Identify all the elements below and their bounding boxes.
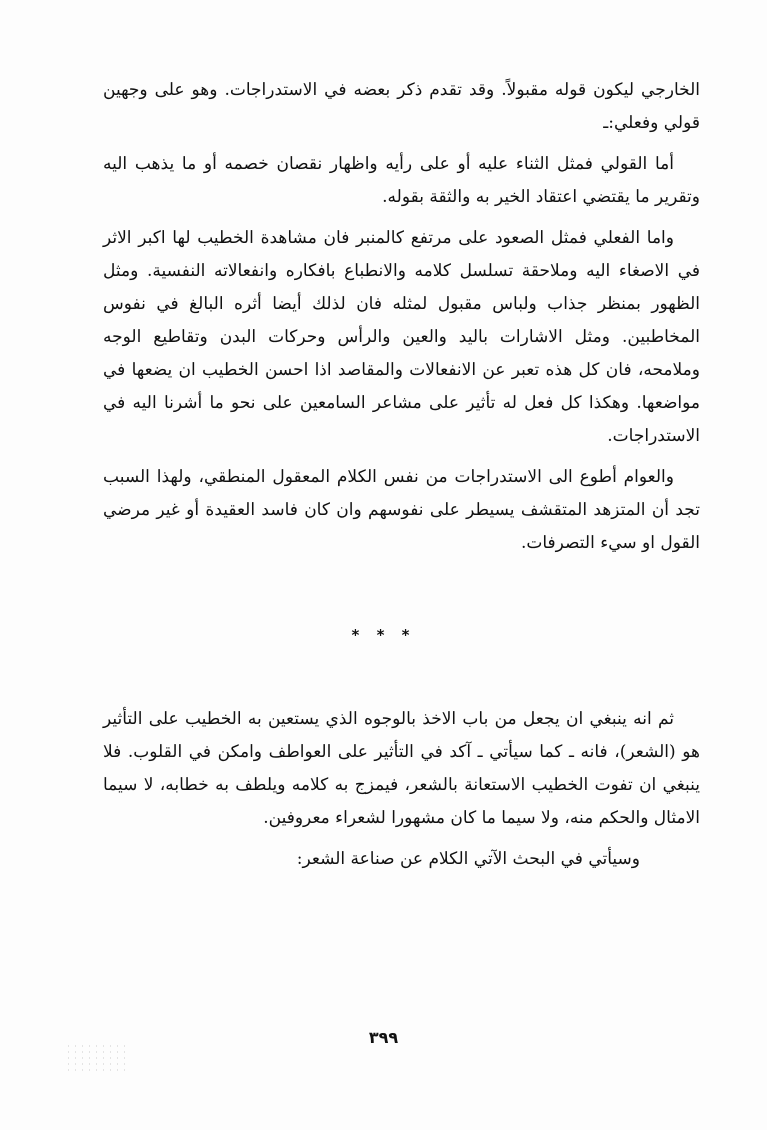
page-number: ٣٩٩ <box>368 1028 399 1047</box>
paragraph-2: أما القولي فمثل الثناء عليه أو على رأيه واظهار نقصان خصمه أو ما يذهب اليه وتقرير ما يقتضي اعتقاد الخير به والثقة بقوله. <box>103 154 700 207</box>
paragraph-1: الخارجي ليكون قوله مقبولاً. وقد تقدم ذكر بعضه في الاستدراجات. وهو على وجهين قولي وفعلي:ـ <box>103 80 700 133</box>
scan-noise <box>65 1043 125 1071</box>
paragraph-3: واما الفعلي فمثل الصعود على مرتفع كالمنبر فان مشاهدة الخطيب لها اكبر الاثر في الاصغاء اليه وملاحقة تسلسل كلامه والانطباع بافكاره وانفعالاته النفسية. ومثل الظهور بمنظر جذاب ولباس مقبول لمثله فان لذلك أيضا أثره البالغ في نفوس المخاطبين. ومثل الاشارات باليد والعين والرأس وحركات البدن وتقاطيع الوجه وملامحه، فان كل هذه تعبر عن الانفعالات والمقاصد اذا احسن الخطيب ان يضعها في مواضعها. وهكذا كل فعل له تأثير على مشاعر السامعين على نحو ما أشرنا اليه في الاستدراجات. <box>103 228 700 446</box>
paragraph-4: والعوام أطوع الى الاستدراجات من نفس الكلام المعقول المنطقي، ولهذا السبب تجد أن المتزهد المتقشف يسيطر على نفوسهم وان كان فاسد العقيدة أو غير مرضي القول او سيء التصرفات. <box>103 467 700 553</box>
body-text-section-2 <box>103 703 700 876</box>
paragraph-6: وسيأتي في البحث الآتي الكلام عن صناعة الشعر: <box>296 849 640 869</box>
paragraph-5: ثم انه ينبغي ان يجعل من باب الاخذ بالوجوه الذي يستعين به الخطيب على التأثير هو (الشعر)، فانه ـ كما سيأتي ـ آكد في التأثير على العواطف وامكن في القلوب. فلا ينبغي ان تفوت الخطيب الاستعانة بالشعر، فيمزج به كلامه ويلطف به خطابه، لا سيما الامثال والحكم منه، ولا سيما ما كان مشهورا لشعراء معروفين. <box>103 709 700 828</box>
section-separator: * * * <box>351 626 416 644</box>
body-text-section-1 <box>103 74 700 560</box>
